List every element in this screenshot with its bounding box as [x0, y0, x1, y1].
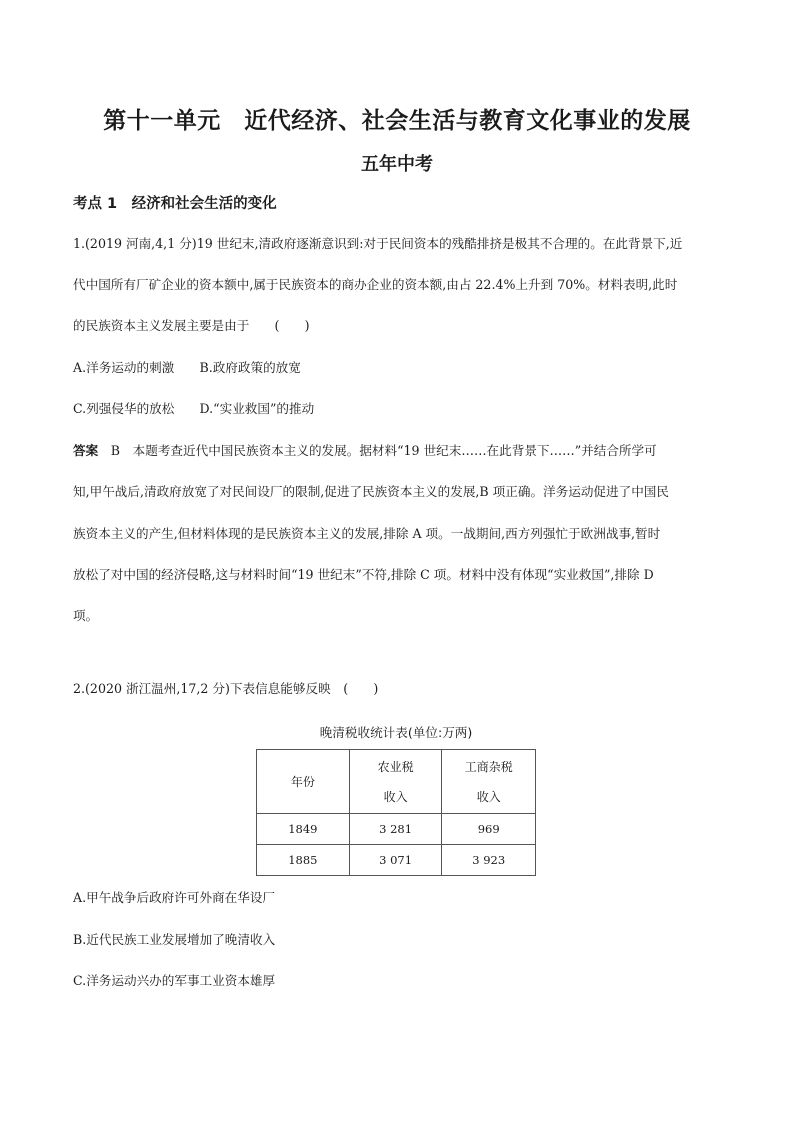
- cell-industry: 969: [442, 814, 536, 845]
- q2-option: B.近代民族工业发展增加了晚清收入: [73, 932, 276, 947]
- q1-stem-line: 代中国所有厂矿企业的资本额中,属于民族资本的商办企业的资本额,由占 22.4%上升到 70%。材料表明,此时: [73, 277, 678, 292]
- q1-options-row: C.列强侵华的放松 D.“实业救国”的推动: [73, 401, 315, 416]
- cell-agri: 3 071: [349, 845, 442, 876]
- q1-answer-line: [73, 442, 657, 460]
- page-title: 第十一单元 近代经济、社会生活与教育文化事业的发展: [103, 108, 691, 134]
- q1-answer-line: 项。: [73, 608, 99, 623]
- q1-options-row: A.洋务运动的刺激 B.政府政策的放宽: [73, 360, 301, 375]
- answer-text: B 本题考查近代中国民族资本主义的发展。据材料“19 世纪末……在此背景下……”并结合所学可: [98, 443, 657, 458]
- q2-option: A.甲午战争后政府许可外商在华设厂: [73, 890, 276, 905]
- table-header-row: [257, 750, 536, 814]
- q1-stem-line: 的民族资本主义发展主要是由于 ( ): [73, 318, 310, 333]
- section-heading: 考点 1 经济和社会生活的变化: [73, 196, 277, 212]
- table-caption: 晚清税收统计表(单位:万两): [319, 725, 473, 740]
- q1-answer-line: 放松了对中国的经济侵略,这与材料时间“19 世纪末”不符,排除 C 项。材料中没有体现“实业救国”,排除 D: [73, 567, 654, 582]
- header-industry: 工商杂税 收入: [442, 750, 536, 814]
- q1-answer-line: 知,甲午战后,清政府放宽了对民间设厂的限制,促进了民族资本主义的发展,B 项正确。洋务运动促进了中国民: [73, 484, 669, 499]
- header-year: 年份: [257, 750, 350, 814]
- header-agri: 农业税 收入: [349, 750, 442, 814]
- answer-label: 答案: [73, 443, 99, 458]
- q2-option: C.洋务运动兴办的军事工业资本雄厚: [73, 973, 276, 988]
- tax-table: [256, 749, 536, 876]
- table-row: [257, 845, 536, 876]
- cell-industry: 3 923: [442, 845, 536, 876]
- page-subtitle: 五年中考: [361, 154, 433, 175]
- q1-stem-line: 1.(2019 河南,4,1 分)19 世纪末,清政府逐渐意识到:对于民间资本的残酷排挤是极其不合理的。在此背景下,近: [73, 236, 683, 251]
- cell-year: 1885: [257, 845, 350, 876]
- q2-stem: 2.(2020 浙江温州,17,2 分)下表信息能够反映 ( ): [73, 681, 379, 696]
- table-row: [257, 814, 536, 845]
- q1-answer-line: 族资本主义的产生,但材料体现的是民族资本主义的发展,排除 A 项。一战期间,西方列强忙于欧洲战事,暂时: [73, 526, 661, 541]
- cell-year: 1849: [257, 814, 350, 845]
- cell-agri: 3 281: [349, 814, 442, 845]
